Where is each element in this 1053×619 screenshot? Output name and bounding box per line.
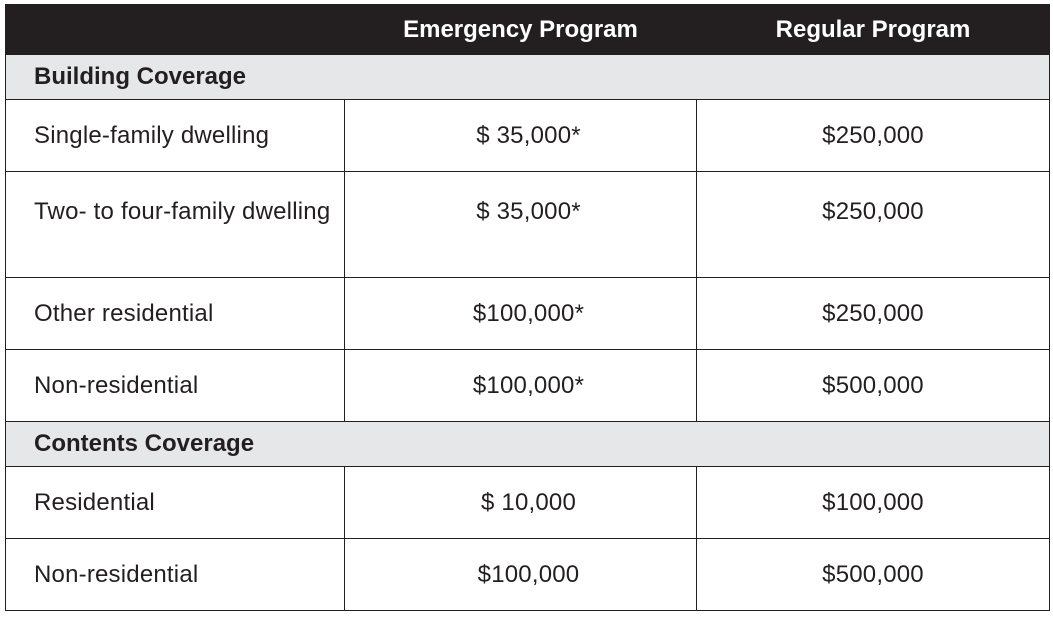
table-row (6, 172, 1050, 278)
section-title: Building Coverage (6, 55, 1050, 100)
section-row-building-coverage (6, 55, 1050, 100)
row-label: Residential (6, 467, 345, 539)
table-row (6, 100, 1050, 172)
table-row (6, 539, 1050, 611)
emergency-value: $ 10,000 (345, 467, 697, 539)
regular-value: $250,000 (697, 100, 1050, 172)
row-label: Non-residential (6, 539, 345, 611)
emergency-value: $100,000 (345, 539, 697, 611)
emergency-value: $ 35,000* (345, 172, 697, 278)
regular-value: $250,000 (697, 172, 1050, 278)
regular-value: $500,000 (697, 539, 1050, 611)
header-emergency-program: Emergency Program (345, 5, 697, 55)
table-row (6, 350, 1050, 422)
table-row (6, 467, 1050, 539)
table-header-row (6, 5, 1050, 55)
row-label: Two- to four-family dwelling (6, 172, 345, 278)
coverage-limits-table (5, 4, 1050, 611)
row-label: Single-family dwelling (6, 100, 345, 172)
emergency-value: $ 35,000* (345, 100, 697, 172)
section-title: Contents Coverage (6, 422, 1050, 467)
regular-value: $100,000 (697, 467, 1050, 539)
header-blank-cell (6, 5, 345, 55)
emergency-value: $100,000* (345, 278, 697, 350)
section-row-contents-coverage (6, 422, 1050, 467)
table-row (6, 278, 1050, 350)
regular-value: $250,000 (697, 278, 1050, 350)
row-label: Other residential (6, 278, 345, 350)
emergency-value: $100,000* (345, 350, 697, 422)
regular-value: $500,000 (697, 350, 1050, 422)
header-regular-program: Regular Program (697, 5, 1050, 55)
row-label: Non-residential (6, 350, 345, 422)
